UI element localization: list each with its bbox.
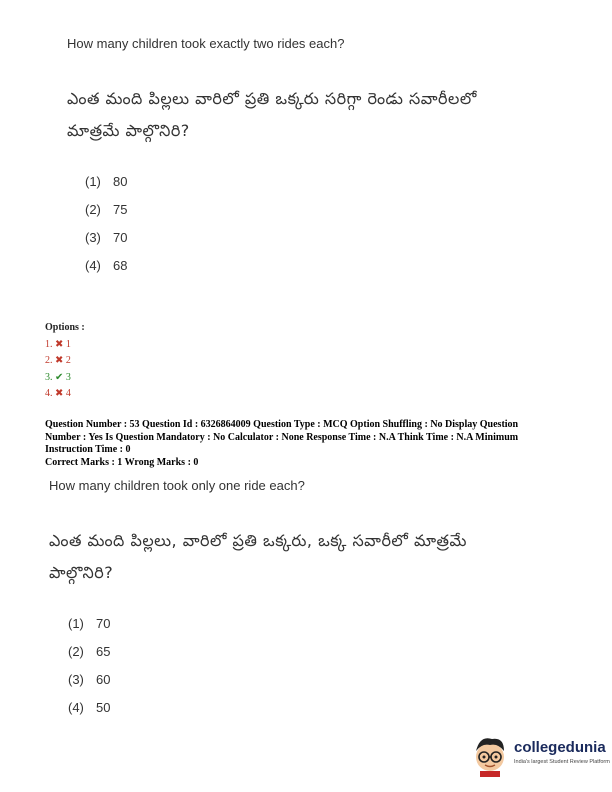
option-value: 65	[96, 644, 111, 659]
answer-option-value: 1	[65, 339, 71, 350]
answer-option-value: 2	[65, 355, 71, 366]
answer-option-label: 4.	[45, 388, 53, 399]
wrong-cross-icon: ✖	[55, 355, 64, 366]
brand-name: collegedunia	[514, 739, 606, 756]
answer-option-label: 2.	[45, 355, 53, 366]
option-number: (4)	[85, 258, 101, 273]
option-value: 70	[113, 230, 128, 245]
q2-option-2	[68, 644, 110, 659]
answer-option-value: 3	[65, 372, 71, 383]
option-value: 70	[96, 616, 111, 631]
option-value: 75	[113, 202, 128, 217]
option-number: (3)	[85, 230, 101, 245]
collegedunia-logo	[470, 733, 610, 777]
option-number: (3)	[68, 672, 84, 687]
mascot-icon	[470, 733, 510, 777]
question-2-telugu-line1: ఎంత మంది పిల్లలు, వారిలో ప్రతి ఒక్కరు, ఒక్క సవారీలో మాత్రమే	[49, 531, 467, 550]
option-value: 60	[96, 672, 111, 687]
answer-option-label: 3.	[45, 372, 53, 383]
answer-option-4	[45, 388, 71, 399]
meta-line-3: Instruction Time : 0	[45, 444, 131, 455]
answer-option-2	[45, 355, 71, 366]
question-2-telugu-line2: పాల్గొనిరి?	[49, 563, 114, 582]
correct-check-icon: ✔	[55, 372, 64, 383]
question-1-english: How many children took exactly two rides each?	[67, 36, 345, 51]
q1-option-1	[85, 174, 127, 189]
option-value: 50	[96, 700, 111, 715]
answer-option-1	[45, 339, 71, 350]
option-number: (2)	[68, 644, 84, 659]
q2-option-4	[68, 700, 110, 715]
q1-option-3	[85, 230, 127, 245]
option-number: (2)	[85, 202, 101, 217]
wrong-cross-icon: ✖	[55, 388, 64, 399]
answer-option-value: 4	[65, 388, 71, 399]
q1-option-2	[85, 202, 127, 217]
question-1-telugu-line2: మాత్రమే పాల్గొనిరి?	[67, 121, 190, 140]
option-number: (1)	[68, 616, 84, 631]
q1-option-4	[85, 258, 127, 273]
marks-line: Correct Marks : 1 Wrong Marks : 0	[45, 456, 199, 468]
answer-option-label: 1.	[45, 339, 53, 350]
q2-option-3	[68, 672, 110, 687]
question-meta	[45, 419, 605, 469]
q2-option-1	[68, 616, 110, 631]
question-1-telugu-line1: ఎంత మంది పిల్లలు వారిలో ప్రతి ఒక్కరు సరిగ్గా రెండు సవారీలలో	[67, 89, 477, 108]
answer-option-3	[45, 372, 71, 383]
meta-line-2: Number : Yes Is Question Mandatory : No Calculator : None Response Time : N.A Think Time : N.A Minimum	[45, 431, 519, 443]
options-heading: Options :	[45, 322, 85, 333]
brand-tagline: India's largest Student Review Platform	[514, 759, 610, 765]
option-number: (4)	[68, 700, 84, 715]
option-number: (1)	[85, 174, 101, 189]
wrong-cross-icon: ✖	[55, 339, 64, 350]
option-value: 68	[113, 258, 128, 273]
meta-line-1: Question Number : 53 Question Id : 6326864009 Question Type : MCQ Option Shuffling : No Display Question	[45, 419, 519, 430]
question-2-english: How many children took only one ride each?	[49, 478, 305, 493]
option-value: 80	[113, 174, 128, 189]
